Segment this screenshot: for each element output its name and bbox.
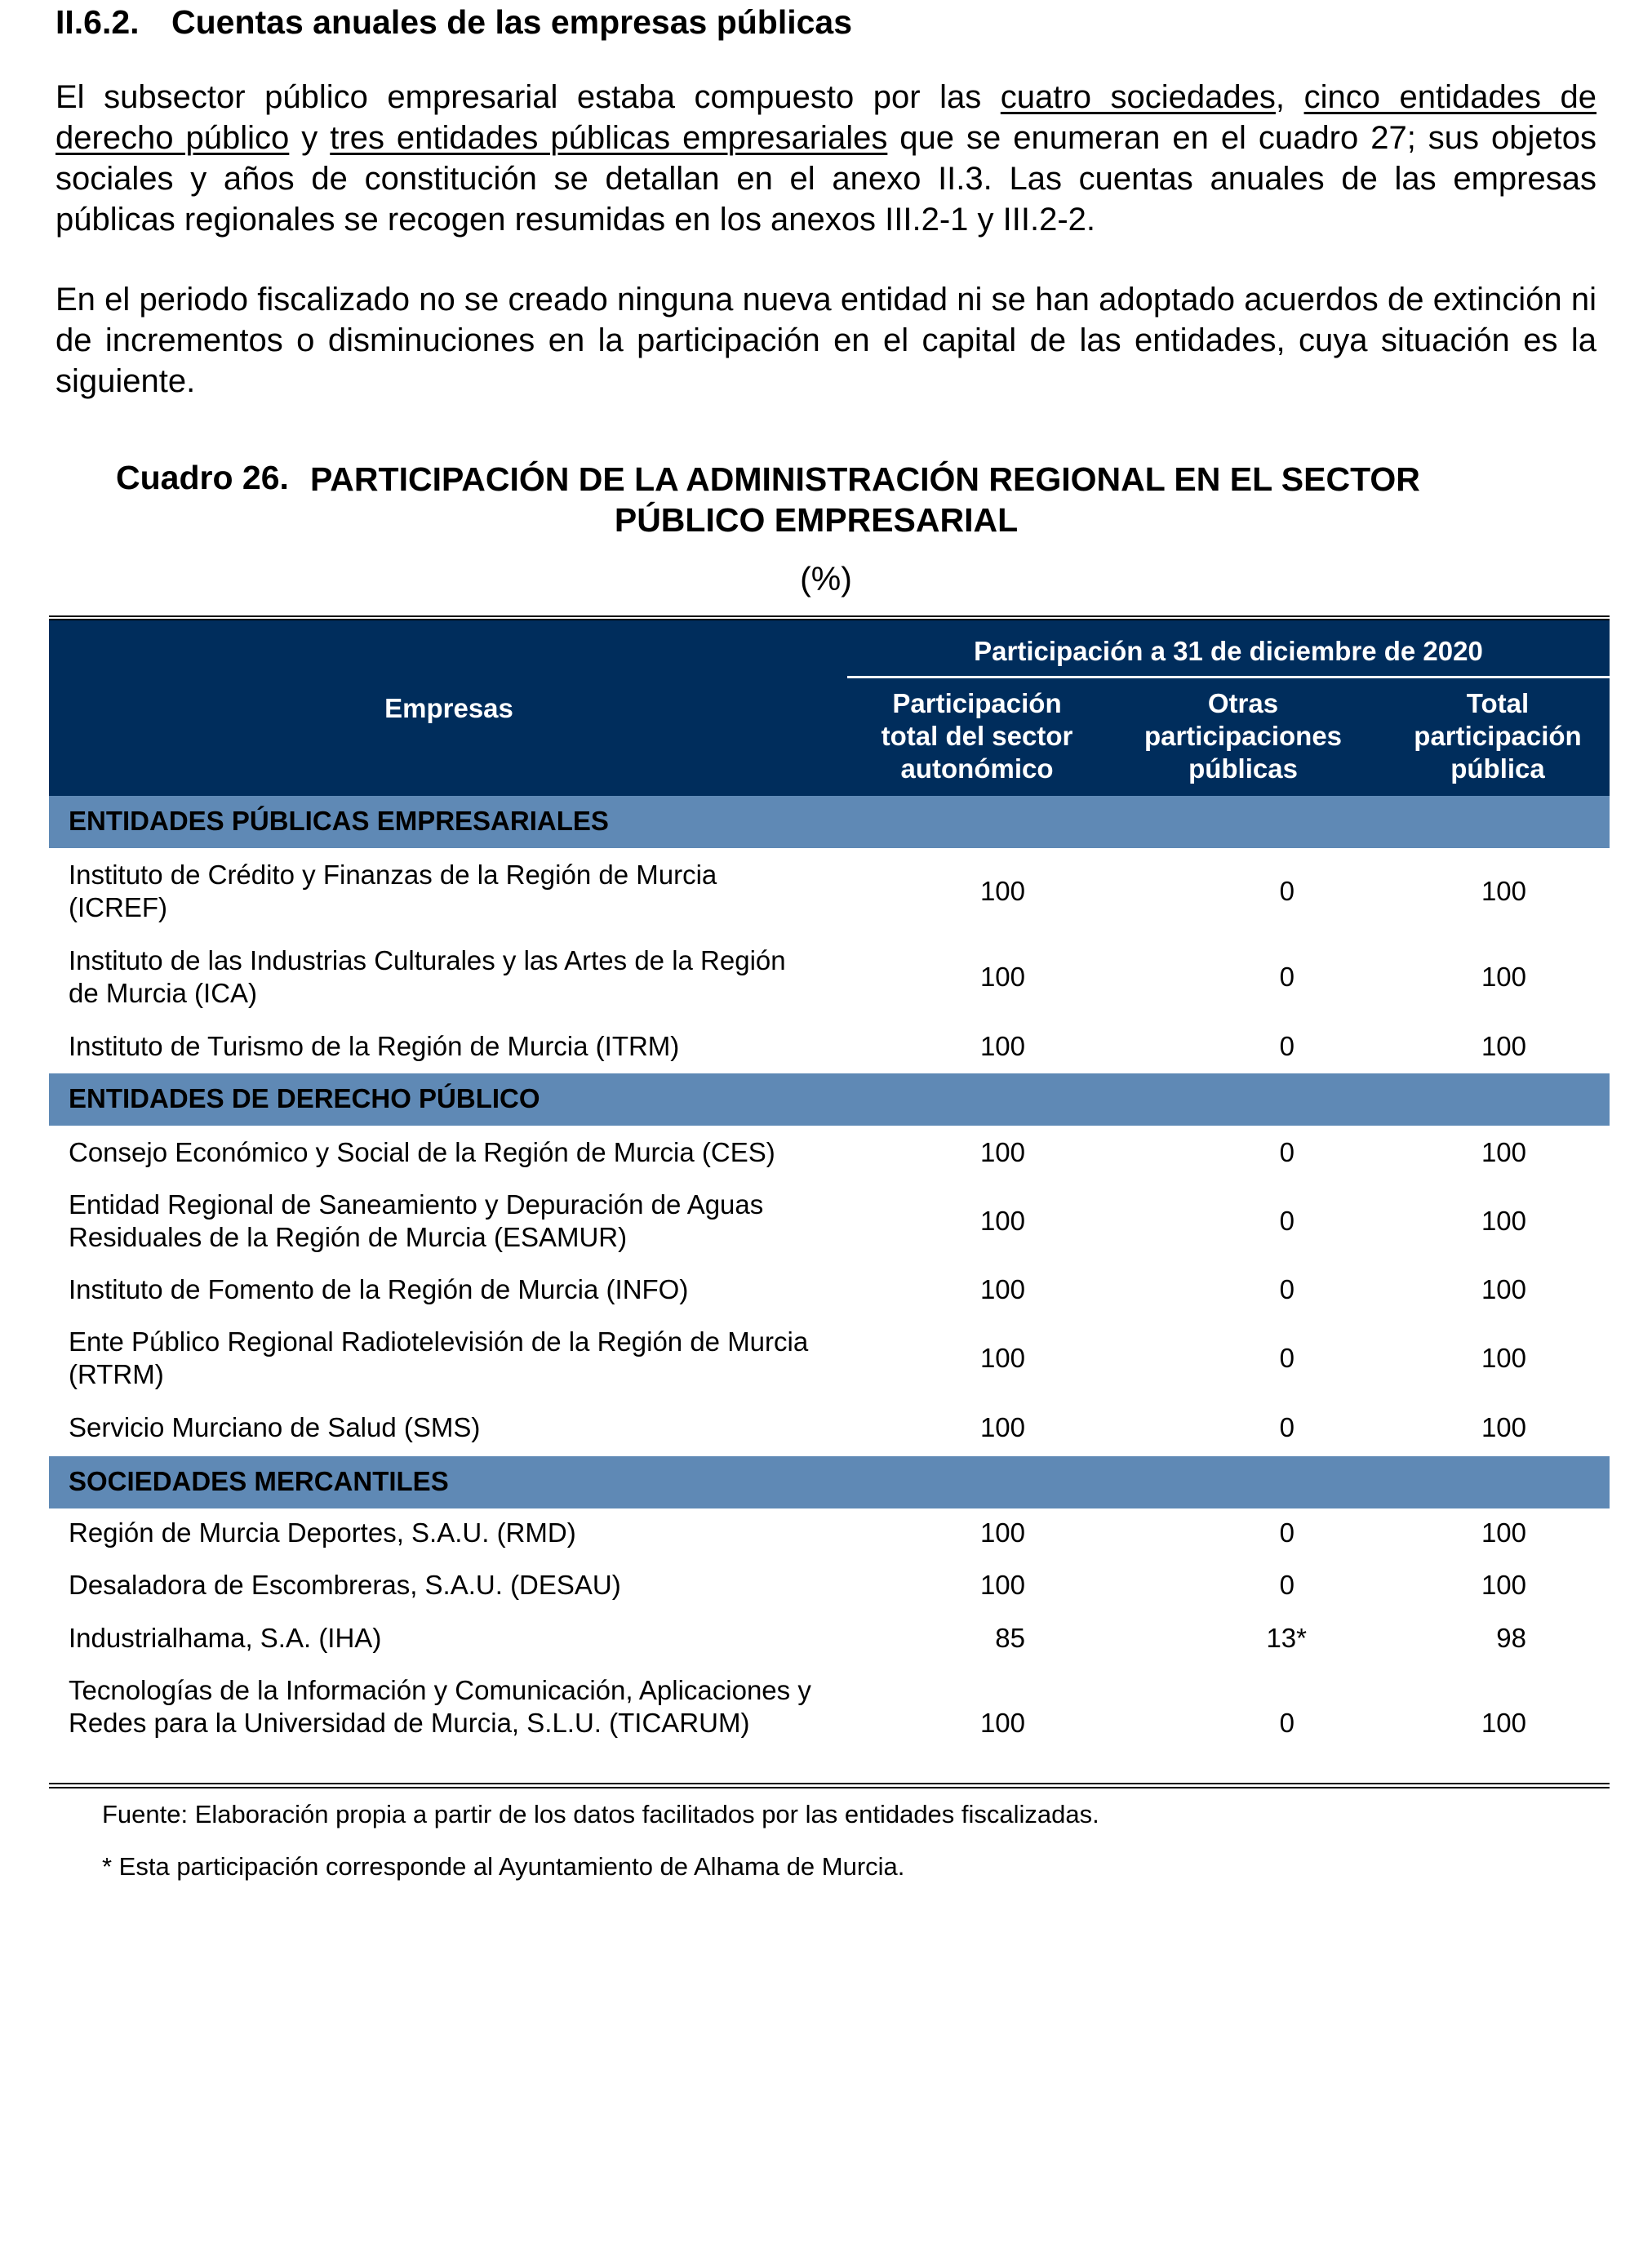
row-name: Instituto de Fomento de la Región de Murcia (INFO) — [69, 1274, 689, 1304]
value-autonomico: 100 — [979, 1031, 1025, 1061]
row-name: Región de Murcia Deportes, S.A.U. (RMD) — [69, 1517, 576, 1548]
value-otras: 0 — [1279, 1412, 1295, 1442]
table-caption-title — [310, 459, 1600, 540]
header-group-participacion: Participación a 31 de diciembre de 2020 — [974, 636, 1483, 666]
value-total: 100 — [1481, 1274, 1526, 1304]
value-total: 100 — [1481, 1206, 1526, 1236]
value-otras: 0 — [1279, 1206, 1295, 1236]
header-line: Otras — [1207, 688, 1279, 718]
row-name: Instituto de Turismo de la Región de Murcia (ITRM) — [69, 1031, 680, 1061]
paragraph-composition — [56, 77, 1596, 240]
section-row — [49, 1456, 1610, 1508]
header-col-autonomico — [842, 687, 1112, 785]
value-autonomico: 100 — [979, 1274, 1025, 1304]
value-otras: 0 — [1279, 1343, 1295, 1373]
value-otras: 0 — [1279, 962, 1295, 992]
header-line: total del sector — [881, 721, 1073, 751]
section-title: Cuentas anuales de las empresas públicas — [171, 3, 853, 41]
value-total: 100 — [1481, 1412, 1526, 1442]
value-total: 100 — [1481, 1570, 1526, 1600]
value-autonomico: 100 — [979, 1570, 1025, 1600]
section-label: ENTIDADES PÚBLICAS EMPRESARIALES — [69, 806, 609, 836]
value-autonomico: 100 — [979, 1708, 1025, 1738]
table-caption-line1: PARTICIPACIÓN DE LA ADMINISTRACIÓN REGIONAL EN EL SECTOR — [310, 460, 1420, 498]
paragraph-text: , — [1275, 79, 1304, 115]
value-total: 98 — [1496, 1623, 1526, 1653]
value-autonomico: 100 — [979, 1412, 1025, 1442]
section-number: II.6.2. — [56, 3, 140, 41]
table-unit: (%) — [800, 560, 852, 598]
header-line: Total — [1466, 688, 1530, 718]
paragraph-text: y — [289, 120, 331, 156]
section-row — [49, 796, 1610, 848]
section-label: ENTIDADES DE DERECHO PÚBLICO — [69, 1083, 540, 1113]
row-name: Instituto de Crédito y Finanzas de la Región de Murcia (ICREF) — [69, 860, 717, 922]
underlined-phrase-entidades-publicas: tres entidades públicas empresariales — [330, 120, 888, 156]
table-footnote: * Esta participación corresponde al Ayuntamiento de Alhama de Murcia. — [102, 1852, 905, 1881]
value-total: 100 — [1481, 1517, 1526, 1548]
value-otras: 0 — [1279, 1708, 1295, 1738]
row-name: Servicio Murciano de Salud (SMS) — [69, 1412, 481, 1442]
header-line: públicas — [1188, 753, 1298, 784]
value-total: 100 — [1481, 962, 1526, 992]
value-total: 100 — [1481, 1031, 1526, 1061]
header-line: pública — [1450, 753, 1545, 784]
table-caption-line2: PÚBLICO EMPRESARIAL — [614, 501, 1019, 539]
row-name: Tecnologías de la Información y Comunicación, Aplicaciones y Redes para la Universidad de Murcia, S.L.U. (TICARUM) — [69, 1675, 811, 1738]
value-total: 100 — [1481, 876, 1526, 906]
paragraph-period: En el periodo fiscalizado no se creado ninguna nueva entidad ni se han adoptado acuerdos de extinción ni de incrementos o disminuciones en la participación en el capital de las entidades, cuya situación es la siguiente. — [56, 282, 1596, 399]
value-total: 100 — [1481, 1137, 1526, 1167]
value-autonomico: 85 — [995, 1623, 1025, 1653]
value-otras: 0 — [1279, 876, 1295, 906]
section-label: SOCIEDADES MERCANTILES — [69, 1466, 449, 1496]
header-col-total — [1363, 687, 1632, 785]
header-group-rule — [847, 676, 1610, 678]
row-name: Instituto de las Industrias Culturales y las Artes de la Región de Murcia (ICA) — [69, 945, 786, 1008]
header-col-otras — [1108, 687, 1378, 785]
value-otras: 13* — [1266, 1623, 1307, 1653]
underlined-phrase-derecho-publico: cinco entidades de derecho público — [56, 79, 1597, 156]
row-name: Ente Público Regional Radiotelevisión de la Región de Murcia (RTRM) — [69, 1326, 809, 1389]
table-caption-label: Cuadro 26. — [116, 459, 289, 496]
value-otras: 0 — [1279, 1517, 1295, 1548]
value-autonomico: 100 — [979, 1206, 1025, 1236]
section-heading — [56, 3, 852, 42]
row-name: Industrialhama, S.A. (IHA) — [69, 1623, 382, 1653]
value-otras: 0 — [1279, 1137, 1295, 1167]
paragraph-text: El subsector público empresarial estaba compuesto por las — [56, 79, 1001, 115]
header-line: participaciones — [1144, 721, 1343, 751]
value-autonomico: 100 — [979, 1137, 1025, 1167]
header-line: Participación — [892, 688, 1062, 718]
row-name: Consejo Económico y Social de la Región de Murcia (CES) — [69, 1137, 775, 1167]
section-row — [49, 1073, 1610, 1126]
underlined-phrase-sociedades: cuatro sociedades — [1000, 79, 1276, 115]
table-header — [49, 620, 1610, 796]
value-total: 100 — [1481, 1708, 1526, 1738]
value-autonomico: 100 — [979, 1517, 1025, 1548]
value-otras: 0 — [1279, 1274, 1295, 1304]
header-line: autonómico — [900, 753, 1054, 784]
value-otras: 0 — [1279, 1031, 1295, 1061]
value-autonomico: 100 — [979, 962, 1025, 992]
value-otras: 0 — [1279, 1570, 1295, 1600]
header-line: participación — [1414, 721, 1582, 751]
paragraph-text: que se enumeran en el cuadro 27; sus objetos sociales y años de constitución se detallan en el anexo II.3. Las cuentas anuales de las empresas públicas regionales se recogen resumidas en los anexos III.2-1 y III.2-2. — [56, 120, 1597, 238]
table-bottom-rule — [49, 1783, 1610, 1788]
table-source-note: Fuente: Elaboración propia a partir de los datos facilitados por las entidades fiscalizadas. — [102, 1800, 1099, 1828]
value-autonomico: 100 — [979, 1343, 1025, 1373]
row-name: Desaladora de Escombreras, S.A.U. (DESAU) — [69, 1570, 621, 1600]
value-total: 100 — [1481, 1343, 1526, 1373]
value-autonomico: 100 — [979, 876, 1025, 906]
header-empresas: Empresas — [384, 692, 513, 723]
row-name: Entidad Regional de Saneamiento y Depuración de Aguas Residuales de la Región de Murcia (ESAMUR) — [69, 1189, 764, 1252]
